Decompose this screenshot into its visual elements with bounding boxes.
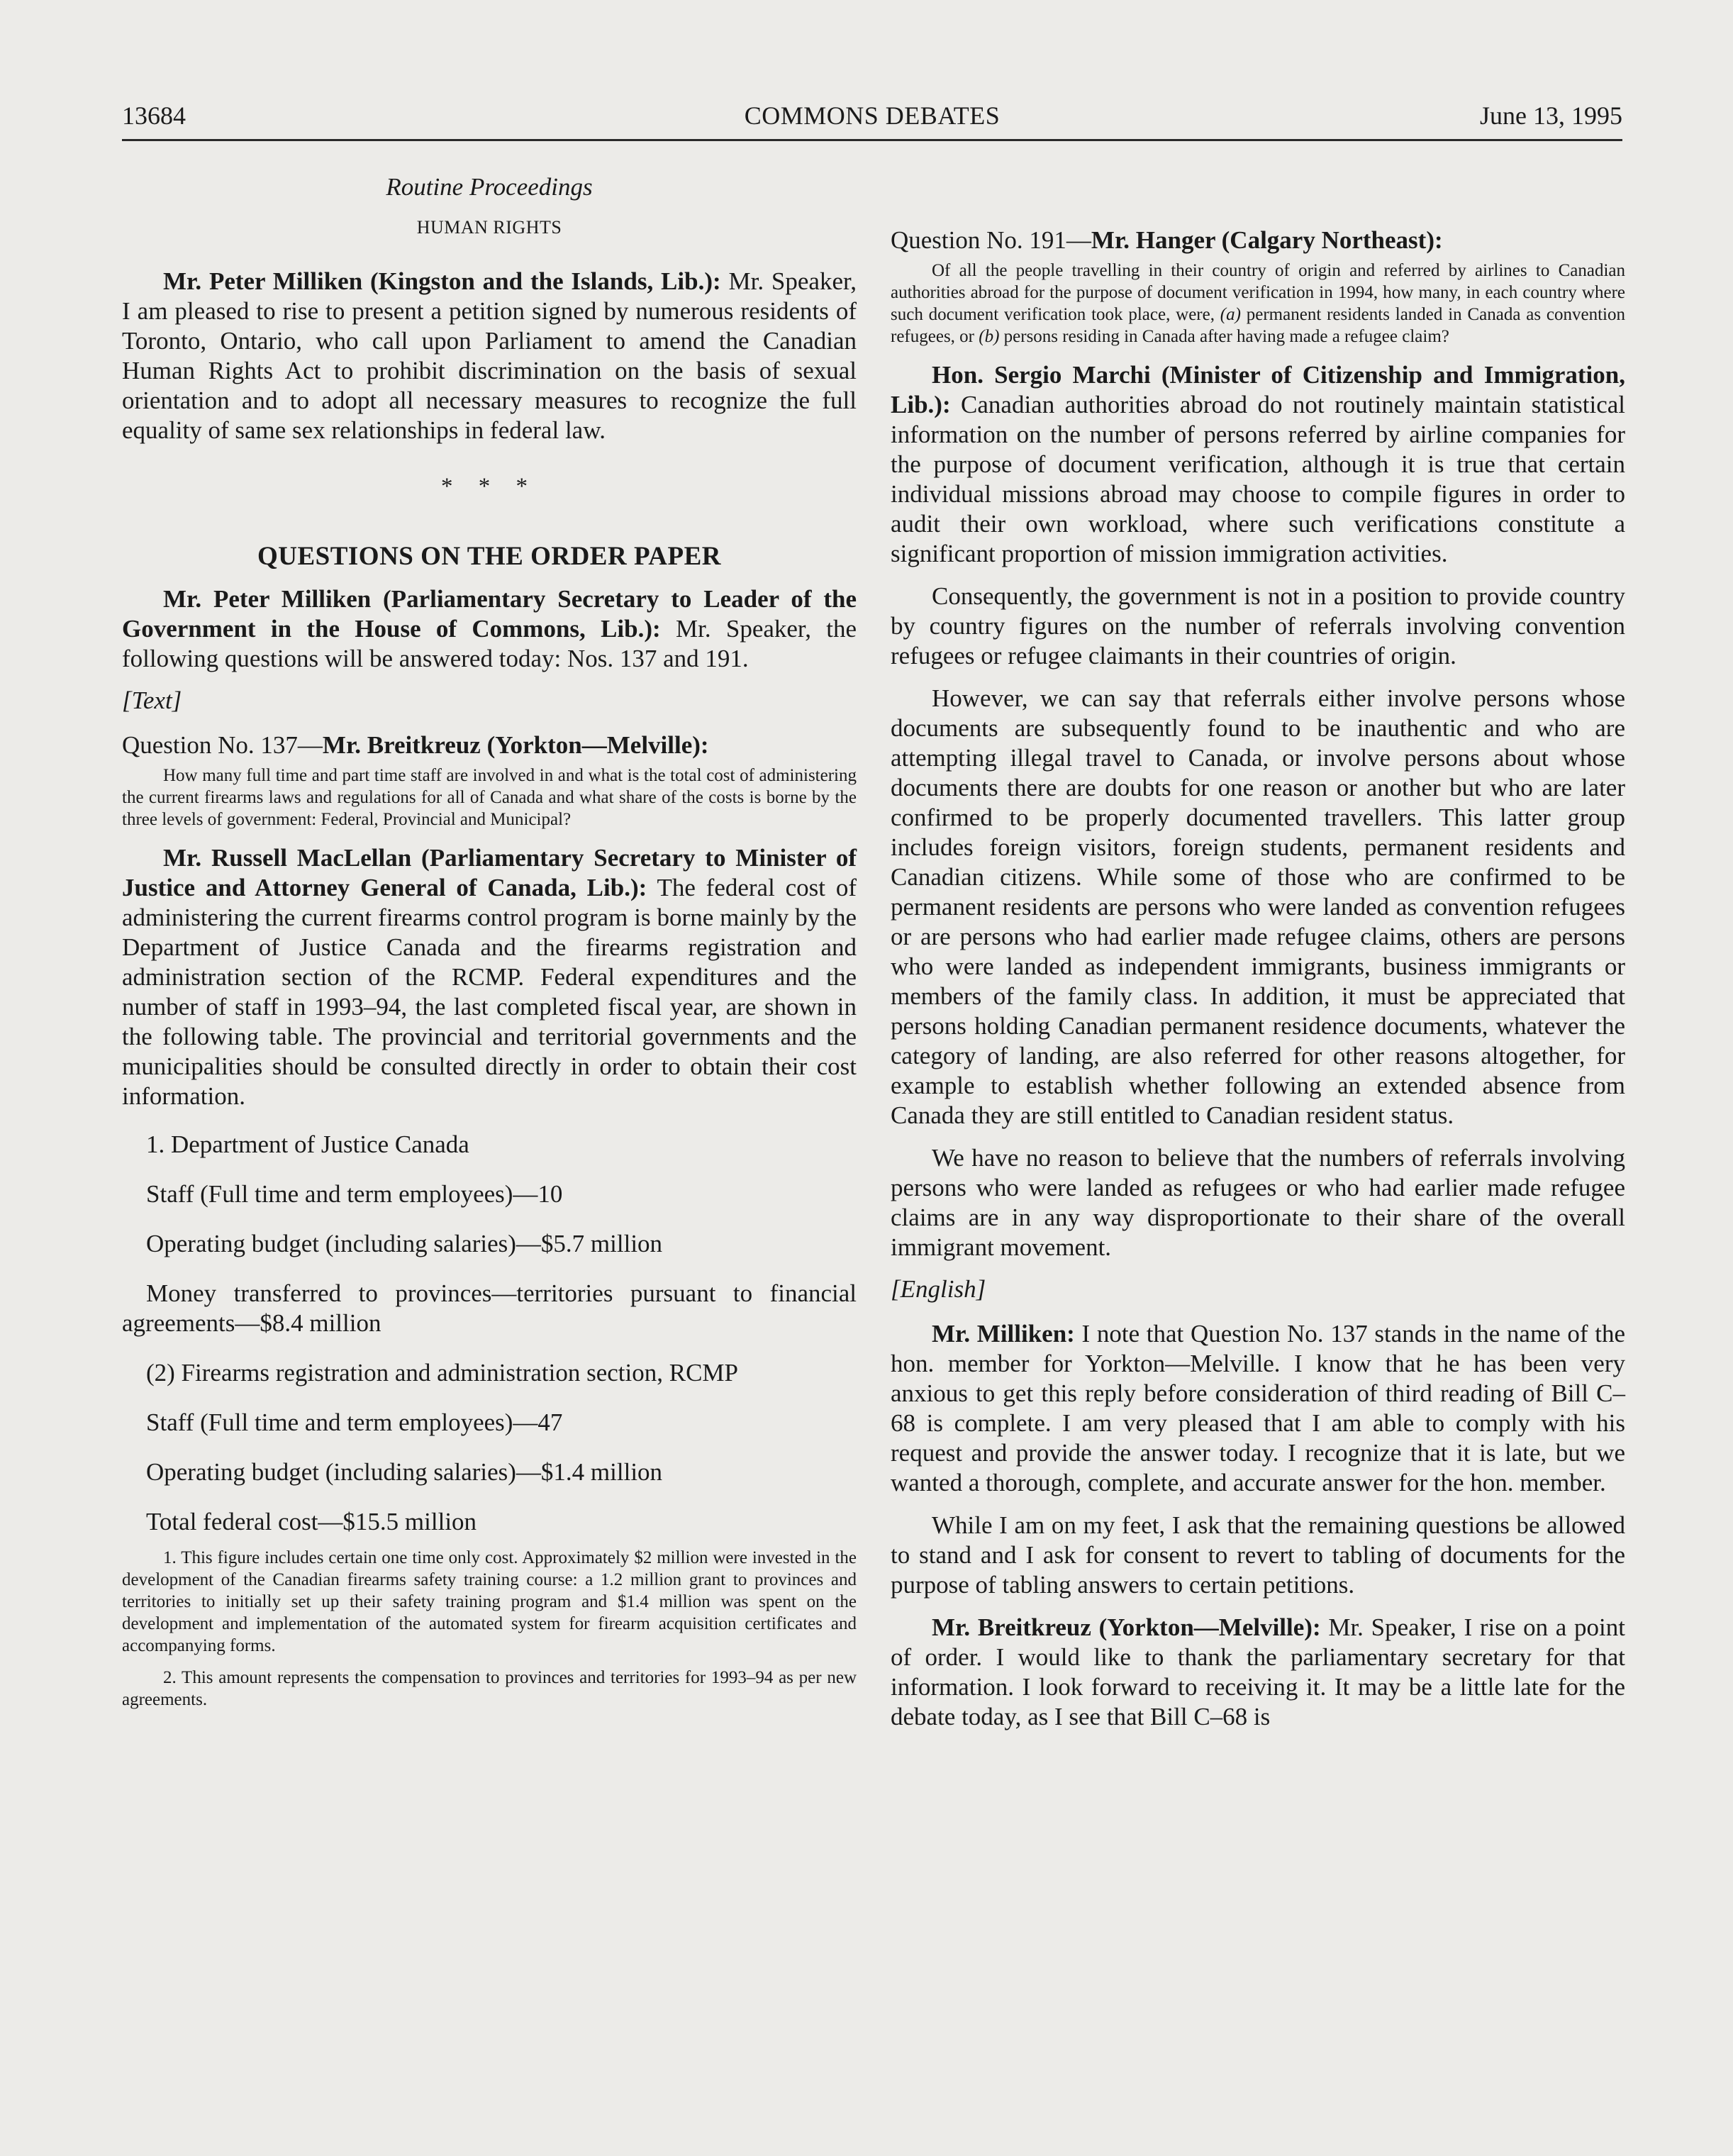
breitkreuz-paragraph [891,1613,1625,1732]
question-asker: Mr. Breitkreuz (Yorkton—Melville): [322,731,709,759]
right-column [891,226,1625,1745]
marchi-text: Canadian authorities abroad do not routinely maintain statistical information on the number of persons referred by airline companies for the purpose of document verification, although it is true that certain individual missions abroad may choose to compile figures in order to audit their own workload, where such verifications constitute a significant proportion of mission immigration activities. [891,391,1625,567]
question-191-heading [891,226,1625,255]
speaker-name: Mr. Russell MacLellan (Parliamentary Secretary to Minister of Justice and Attorney General of Canada, Lib.): [122,844,857,901]
list-item: (2) Firearms registration and administration section, RCMP [146,1359,739,1387]
item-marker-a: (a) [1220,305,1241,324]
subsection-label: HUMAN RIGHTS [416,217,562,238]
question-label: Question No. 137— [122,731,323,759]
speaker-name: Hon. Sergio Marchi (Minister of Citizenship and Immigration, Lib.): [891,361,1625,418]
journal-title: COMMONS DEBATES [744,101,1001,130]
page-header [122,95,1622,141]
body-paragraph: However, we can say that referrals either involve persons whose documents are subsequently found to be inauthentic and who are attempting illegal travel to Canada, or involve persons about whose documents there are doubts for one reason or another but who are later confirmed to be properly documented travellers. This latter group includes foreign visitors, foreign students, permanent residents and Canadian citizens. While some of those who are confirmed to be permanent residents are persons who were landed as convention refugees or are persons who had earlier made refugee claims, others are persons who were landed as independent immigrants, business immigrants or members of the family class. In addition, it must be appreciated that persons holding Canadian permanent residence documents, whatever the category of landing, are also referred for other reasons altogether, for example to establish whether following an extended absence from Canada they are still entitled to Canadian resident status. [891,684,1625,1129]
section-label: Routine Proceedings [386,173,593,201]
footnote: 1. This figure includes certain one time only cost. Approximately $2 million were invested in the development of the Canadian firearms safety training course: a 1.2 million grant to provinces and territories to initially set up their safety training program and $1.4 million was spent on the development and implementation of the automated system for firearm acquisition certificates and accompanying forms. [122,1548,857,1655]
footnote: 2. This amount represents the compensation to provinces and territories for 1993–94 as per new agreements. [122,1668,857,1709]
questions-title: QUESTIONS ON THE ORDER PAPER [257,542,722,571]
language-marker: [English] [891,1275,986,1303]
list-item: Operating budget (including salaries)—$5.7 million [146,1230,663,1257]
speaker-name: Mr. Breitkreuz (Yorkton—Melville): [932,1613,1321,1641]
maclellan-text: The federal cost of administering the current firearms control program is borne mainly by the Department of Justice Canada and the firearms registration and administration section of the RCMP. Federal expenditures and the number of staff in 1993–94, the last completed fiscal year, are shown in the following table. The provincial and territorial governments and the municipalities should be consulted directly in order to obtain their cost information. [122,874,857,1110]
left-column [122,165,857,1721]
question-137-text: How many full time and part time staff are involved in and what is the total cost of administering the current firearms laws and regulations for all of Canada and what share of the costs is borne by the three levels of government: Federal, Provincial and Municipal? [122,766,857,829]
question-label: Question No. 191— [891,226,1091,254]
milliken-reply-text: I note that Question No. 137 stands in the name of the hon. member for Yorkton—Melville. I know that he has been very anxious to get this reply before consideration of third reading of Bill C–68 is complete. I am very pleased that I am able to comply with his request and provide the answer today. I recognize that it is late, but we wanted a thorough, complete, and accurate answer for the hon. member. [891,1320,1625,1496]
cost-list [122,1130,857,1537]
breitkreuz-text: Mr. Speaker, I rise on a point of order. I would like to thank the parliamentary secretary for that information. I look forward to receiving it. It may be a little late for the debate today, as I see that Bill C–68 is [891,1613,1626,1730]
speaker-name: Mr. Peter Milliken (Parliamentary Secretary to Leader of the Government in the House of Commons, Lib.): [122,585,857,643]
body-paragraph: Consequently, the government is not in a position to provide country by country figures on the number of referrals involving convention refugees or refugee claimants in their countries of origin. [891,582,1625,669]
list-item: Total federal cost—$15.5 million [146,1508,477,1535]
milliken-reply-paragraph [891,1319,1625,1498]
question-text-part: Of all the people travelling in their country of origin and referred by airlines to Canadian authorities abroad for the purpose of document verification in 1994, how many, in each country where such document verification took place, were, [891,261,1625,324]
language-marker: [Text] [122,687,182,714]
list-item: 1. Department of Justice Canada [146,1130,469,1158]
question-text-part: persons residing in Canada after having made a refugee claim? [999,327,1449,346]
body-paragraph: While I am on my feet, I ask that the remaining questions be allowed to stand and I ask for consent to revert to tabling of documents for the purpose of tabling answers to certain petitions. [891,1511,1625,1599]
maclellan-paragraph [122,843,857,1111]
milliken-intro-text: Mr. Speaker, the following questions will be answered today: Nos. 137 and 191. [122,615,857,672]
section-separator: * * * [441,474,537,499]
page-number: 13684 [122,101,186,130]
petition-text: Mr. Speaker, I am pleased to rise to present a petition signed by numerous residents of Toronto, Ontario, who call upon Parliament to amend the Canadian Human Rights Act to prohibit discrimination on the basis of sexual orientation and to adopt all necessary measures to recognize the full equality of same sex relationships in federal law. [122,267,857,444]
petition-paragraph [122,267,857,445]
marchi-paragraph [891,360,1625,569]
list-item: Staff (Full time and term employees)—10 [146,1180,563,1208]
issue-date: June 13, 1995 [1480,101,1622,130]
list-item: Staff (Full time and term employees)—47 [146,1408,563,1436]
list-item: Operating budget (including salaries)—$1.4 million [146,1458,663,1486]
question-text-part: permanent residents landed in Canada as convention refugees, or [891,305,1625,346]
question-asker: Mr. Hanger (Calgary Northeast): [1091,226,1443,254]
list-item: Money transferred to provinces—territories pursuant to financial agreements—$8.4 million [122,1279,857,1337]
milliken-intro-paragraph [122,584,857,674]
body-paragraph: We have no reason to believe that the numbers of referrals involving persons who were landed as refugees or who had earlier made refugee claims are in any way disproportionate to their share of the overall immigrant movement. [891,1144,1625,1261]
item-marker-b: (b) [979,327,1000,346]
question-191-text [891,260,1625,348]
speaker-name: Mr. Peter Milliken (Kingston and the Islands, Lib.): [163,267,721,295]
speaker-name: Mr. Milliken: [932,1320,1075,1348]
question-137-heading [122,730,857,760]
